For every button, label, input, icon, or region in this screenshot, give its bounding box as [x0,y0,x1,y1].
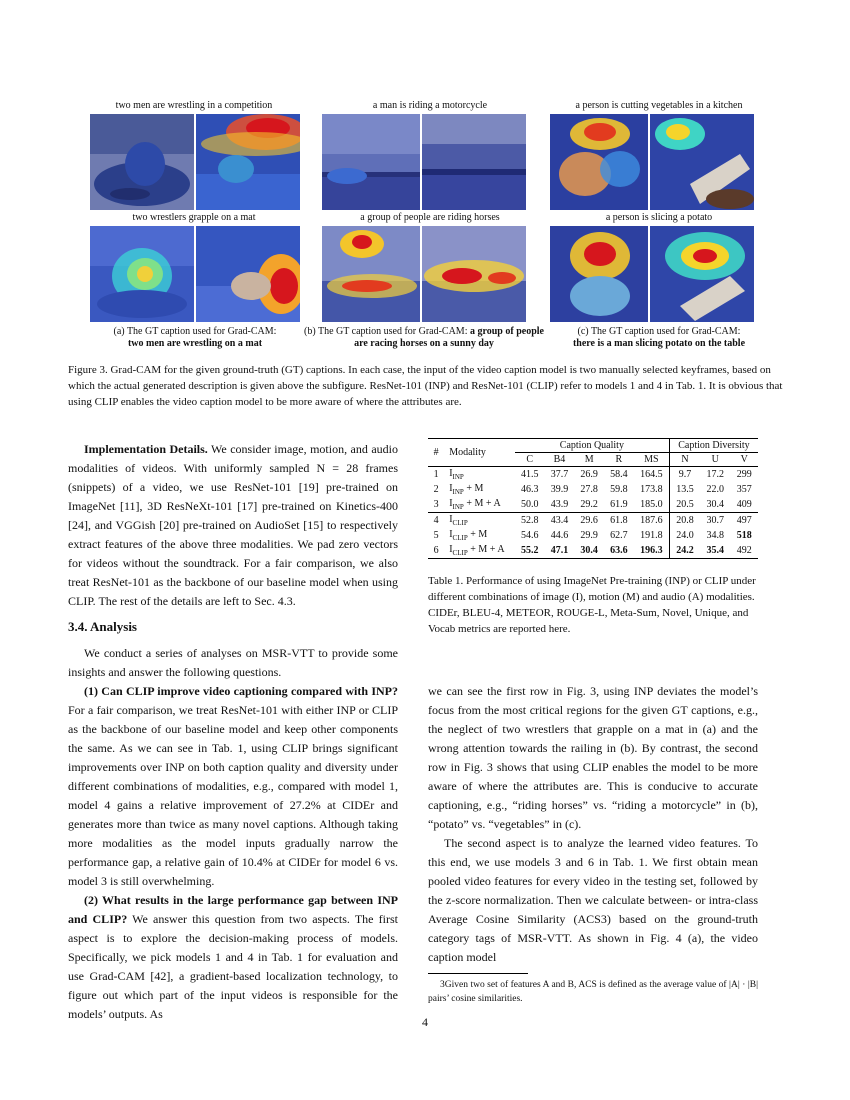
right-paragraph-2: The second aspect is to analyze the learned video features. To this end, we use models 3 and 6 in Tab. 1. We first obtain mean pooled video features for every video in the testing set, followed by the z-score normalization. Then we calculate between- or intra-class Average Cosine Similarity (ACS3) based on the ground-truth category tags of MSR-VTT. As shown in Fig. 4 (a), the video caption model [428,836,758,964]
table-cell: 46.3 [520,484,539,495]
table-cell: 173.8 [640,484,663,495]
table-1 [428,438,758,637]
metric-header-v: V [740,454,748,465]
figure-3 [82,96,772,356]
table-cell: 63.6 [610,545,628,556]
table-cell: 518 [736,530,752,541]
footnote: 3Given two set of features A and B, ACS is defined as the average value of |A| · |B| pairs’ cosine similarities. [428,980,758,1004]
table-cell: 50.0 [520,499,539,510]
table-cell: 20.8 [669,513,700,529]
gradcam-c-clip-1 [550,226,648,322]
impl-text: We consider image, motion, and audio modalities of videos. With uniformly sampled N = 28 frames (snippets) of a video, we use ResNet-101 [19] pre-trained on ImageNet [11], 3D ResNeXt-101 [17] pre-trained on Kinetics-400 [24], and VGGish [20] pre-trained on AudioSet [15] to respectively extract features of the above three modalities. We pad zero vectors for videos without the soundtrack. For a fair comparison, we also treat ResNet-101 as the backbone of our baseline model when using CLIP. The rest of the details are left to Sec. 4.3. [68,442,398,608]
table-cell: 30.7 [706,515,725,526]
table-cell: 41.5 [520,469,539,480]
caption-b-inp: a man is riding a motorcycle [372,100,488,111]
figure-caption-prefix: Figure 3. [68,364,108,376]
table-cell: 34.8 [706,530,725,541]
table-cell: 61.9 [610,499,628,510]
table-cell: 44.6 [550,530,569,541]
row-id: 2 [433,484,439,495]
table-cell: 59.8 [610,484,628,495]
q1-text: For a fair comparison, we treat ResNet-101 with either INP or CLIP as the backbone of our baseline model and keep other components the same. As we can see in Tab. 1, using CLIP brings significant improvements over INP on both caption quality and diversity under different combinations of modalities, e.g., compared with model 1, model 4 gains a relative improvement of 27.2% at CIDEr and generates more than twice as many novel captions. Although taking more modalities as the model inputs gradually narrow the performance gap, a relative gain of 10.4% at CIDEr for model 6 vs. model 3 is still overwhelming. [68,703,398,888]
gradcam-b-clip-2 [422,226,526,322]
analysis-intro: We conduct a series of analyses on MSR-VTT to provide some insights and answer the following questions. [68,646,398,679]
table-cell: 29.6 [580,515,598,526]
right-paragraph-1: we can see the first row in Fig. 3, using INP deviates the model’s focus from the most critical regions for the given GT captions, e.g., the neglect of two wrestlers that grapple on a mat in (a) and the wrong attention towards the railing in (b). By contrast, the second row in Fig. 3 shows that using CLIP enables the model to be more aware of where the attributes are. This is conducive to accurate captioning, e.g., “riding horses” vs. “riding a motorcycle” in (b), “potato” vs. “vegetables” in (c). [428,684,758,831]
left-column [68,440,398,1024]
table-cell: 43.9 [550,499,569,510]
row-modality: $I_{CLIP} + M + A$ [449,544,505,557]
gradcam-b-inp-1 [322,114,420,210]
figure-caption-body: Grad-CAM for the given ground-truth (GT) captions. In each case, the input of the video caption model is two manually selected keyframes, based on which the actual generated description is given above the subfigure. ResNet-101 (INP) and ResNet-101 (CLIP) refer to models 1 and 4 in Tab. 1. It is obvious that using CLIP enables the video caption model to be more aware of where the attributes are. [68,364,783,408]
table-cell: 52.8 [520,515,539,526]
table-cell: 27.8 [580,484,598,495]
table-row [428,528,758,543]
table-cell: 30.4 [706,499,725,510]
gradcam-a-clip-2 [196,226,300,322]
table-cell: 37.7 [550,469,569,480]
table-cell: 24.2 [669,543,700,559]
page-number: 4 [422,1015,428,1029]
gradcam-a-inp-2 [196,114,300,210]
caption-b-clip: a group of people are riding horses [360,212,500,223]
gradcam-a-clip-1 [90,226,194,322]
table-cell: 187.6 [640,515,663,526]
table-cell: 299 [736,469,752,480]
row-modality: $I_{INP} + M$ [449,483,484,496]
row-modality: $I_{CLIP}$ [449,514,468,527]
caption-c-clip: a person is slicing a potato [605,212,713,223]
results-table [428,438,758,559]
row-id: 5 [433,530,439,541]
gradcam-c-inp-1 [550,114,648,210]
table-cell: 61.8 [610,515,628,526]
table-row [428,497,758,513]
table-cell: 191.8 [640,530,663,541]
q2-heading: (2) What results in the large performance gap between INP and CLIP? [68,893,398,926]
impl-paragraph [68,440,398,611]
table-row [428,543,758,559]
table-cell: 196.3 [640,545,663,556]
table-cell: 164.5 [640,469,663,480]
header-caption-diversity: Caption Diversity [669,439,758,453]
table-caption: Table 1. Performance of using ImageNet Pre-training (INP) or CLIP under different combinations of image (I), motion (M) and audio (A) modalities. CIDEr, BLEU-4, METEOR, ROUGE-L, Meta-Sum, Novel, Unique, and Vocab metrics are reported here. [428,575,756,635]
subcaption-b-label: (b) The GT caption used for Grad-CAM: [304,326,468,337]
table-row [428,513,758,529]
metric-header-ms: MS [644,454,659,465]
table-cell: 497 [736,515,752,526]
table-cell: 409 [736,499,752,510]
table-row [428,482,758,497]
row-id: 3 [433,499,439,510]
table-cell: 58.4 [610,469,628,480]
row-id: 1 [433,469,439,480]
header-hash: # [433,447,439,458]
caption-a-inp: two men are wrestling in a competition [115,100,273,111]
gradcam-c-inp-2 [650,114,754,210]
header-modality: Modality [449,447,486,458]
table-cell: 43.4 [550,515,569,526]
row-id: 6 [433,545,439,556]
subcaption-a-gt: two men are wrestling on a mat [127,338,263,349]
table-cell: 62.7 [610,530,628,541]
table-cell: 357 [736,484,752,495]
table-cell: 26.9 [580,469,598,480]
subcaption-a-label: (a) The GT caption used for Grad-CAM: [113,326,277,337]
table-cell: 9.7 [669,467,700,483]
table-cell: 492 [736,545,752,556]
row-id: 4 [433,515,439,526]
q2-paragraph [68,891,398,1024]
gradcam-b-inp-2 [422,114,526,210]
table-cell: 39.9 [550,484,569,495]
header-caption-quality: Caption Quality [515,439,670,453]
metric-header-b4: B4 [553,454,566,465]
table-cell: 29.9 [580,530,598,541]
table-cell: 54.6 [520,530,539,541]
gradcam-c-clip-2 [650,226,754,322]
table-cell: 22.0 [706,484,725,495]
q1-heading: (1) Can CLIP improve video captioning compared with INP? [84,684,398,698]
row-modality: $I_{CLIP} + M$ [449,529,488,542]
table-cell: 29.2 [580,499,598,510]
metric-header-r: R [615,454,623,465]
table-cell: 20.5 [669,497,700,513]
row-modality: $I_{INP} + M + A$ [449,498,501,511]
table-cell: 185.0 [640,499,663,510]
row-modality: $I_{INP}$ [449,468,464,481]
caption-a-clip: two wrestlers grapple on a mat [132,212,256,223]
q2-text: We answer this question from two aspects. The first aspect is to explore the decision-making process of models. Specifically, we pick models 1 and 4 in Tab. 1 for evaluation and use Grad-CAM [42], a gradient-based localization technology, to figure out which part of the input videos is responsible for the models’ outputs. As [68,912,398,1021]
metric-header-c: C [526,454,534,465]
metric-header-u: U [711,454,719,465]
table-cell: 13.5 [669,482,700,497]
table-cell: 55.2 [520,545,539,556]
section-title: 3.4. Analysis [68,619,137,634]
metric-header-n: N [669,453,700,467]
footnote-rule [428,973,528,974]
caption-c-inp: a person is cutting vegetables in a kitchen [575,100,743,111]
table-cell: 17.2 [706,469,725,480]
subcaption-b-gt: a group of people are racing horses on a sunny day [354,326,544,349]
subcaption-c [544,326,774,350]
gradcam-b-clip-1 [322,226,420,322]
right-column [428,682,758,1006]
subcaption-c-label: (c) The GT caption used for Grad-CAM: [577,326,741,337]
subcaption-b [304,326,544,350]
q1-paragraph [68,682,398,891]
table-cell: 30.4 [580,545,598,556]
table-row [428,467,758,483]
figure-caption [68,362,784,410]
subcaption-c-gt: there is a man slicing potato on the table [572,338,746,349]
impl-heading: Implementation Details. [84,442,208,456]
gradcam-a-inp-1 [90,114,194,210]
table-cell: 35.4 [706,545,725,556]
subcaption-a [90,326,300,350]
metric-header-m: M [584,454,594,465]
table-cell: 24.0 [669,528,700,543]
table-cell: 47.1 [550,545,569,556]
